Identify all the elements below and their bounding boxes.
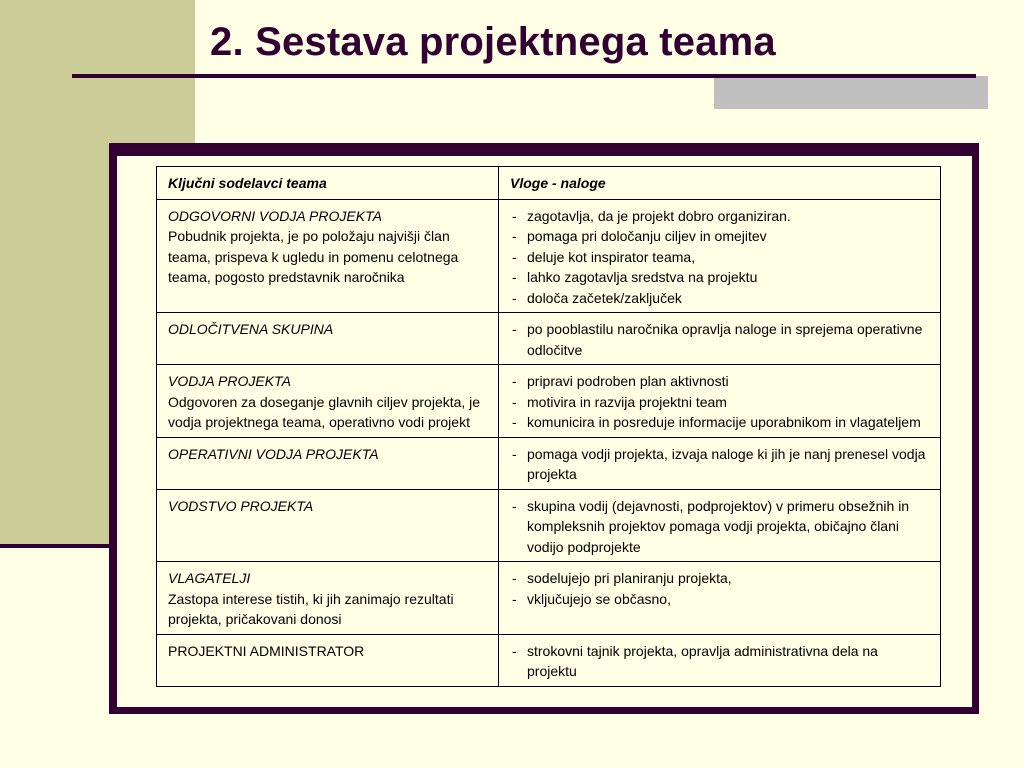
member-cell [157, 365, 499, 438]
table-body [157, 199, 941, 686]
slide-title: 2. Sestava projektnega teama [210, 20, 776, 64]
task-item: - skupina vodij (dejavnosti, podprojektov) v primeru obsežnih in kompleksnih projektov pomaga vodji projekta, običajno člani vodijo podprojekte [510, 496, 930, 558]
member-role-name: VODSTVO PROJEKTA [168, 497, 314, 514]
member-role-name: PROJEKTNI ADMINISTRATOR [168, 642, 365, 659]
member-cell [157, 634, 499, 686]
member-cell [157, 437, 499, 489]
task-list [510, 206, 930, 309]
task-item: - pomaga vodji projekta, izvaja naloge ki jih je nanj prenesel vodja projekta [510, 444, 930, 485]
task-list [510, 568, 930, 609]
member-cell [157, 199, 499, 313]
table-row [157, 562, 941, 635]
table-row [157, 489, 941, 562]
task-item: - pomaga pri določanju ciljev in omejitev [510, 226, 930, 247]
tasks-cell [499, 634, 941, 686]
member-cell [157, 313, 499, 365]
tasks-cell [499, 199, 941, 313]
member-role-name: VLAGATELJI [168, 570, 251, 586]
task-item: - lahko zagotavlja sredstva na projektu [510, 267, 930, 288]
task-item: - po pooblastilu naročnika opravlja naloge in sprejema operativne odločitve [510, 319, 930, 360]
table-row [157, 199, 941, 313]
task-item: - komunicira in posreduje informacije uporabnikom in vlagateljem [510, 412, 930, 433]
task-list [510, 444, 930, 485]
table-row [157, 313, 941, 365]
table-header-row [157, 167, 941, 200]
decorative-gray-bar [714, 76, 988, 109]
task-item: - pripravi podroben plan aktivnosti [510, 371, 930, 392]
member-role-name: VODJA PROJEKTA [168, 373, 291, 389]
task-item: - motivira in razvija projektni team [510, 392, 930, 413]
table-row [157, 634, 941, 686]
member-description: Pobudnik projekta, je po položaju najvišji član teama, prispeva k ugledu in pomenu celotnega teama, pogosto predstavnik naročnika [168, 228, 459, 285]
task-item: - zagotavlja, da je projekt dobro organiziran. [510, 206, 930, 227]
member-cell [157, 489, 499, 562]
tasks-cell [499, 562, 941, 635]
task-item: - deluje kot inspirator teama, [510, 247, 930, 268]
column-header-roles: Vloge - naloge [499, 167, 941, 200]
column-header-members: Ključni sodelavci teama [157, 167, 499, 200]
decorative-left-rule [0, 544, 112, 548]
table-row [157, 437, 941, 489]
task-list [510, 371, 930, 433]
table-row [157, 365, 941, 438]
member-description: Odgovoren za doseganje glavnih ciljev projekta, je vodja projektnega teama, operativno vodi projekt [168, 393, 481, 430]
title-underline [72, 74, 976, 78]
task-list [510, 319, 930, 360]
roles-table [156, 166, 941, 687]
task-item: - vključujejo se občasno, [510, 589, 930, 610]
task-list [510, 641, 930, 682]
task-item: - sodelujejo pri planiranju projekta, [510, 568, 930, 589]
task-item: - strokovni tajnik projekta, opravlja administrativna dela na projektu [510, 641, 930, 682]
task-item: - določa začetek/zaključek [510, 288, 930, 309]
task-list [510, 496, 930, 558]
tasks-cell [499, 313, 941, 365]
member-description: Zastopa interese tistih, ki jih zanimajo rezultati projekta, pričakovani donosi [168, 590, 454, 627]
member-role-name: ODGOVORNI VODJA PROJEKTA [168, 207, 382, 224]
member-role-name: OPERATIVNI VODJA PROJEKTA [168, 445, 379, 462]
tasks-cell [499, 489, 941, 562]
member-role-name: ODLOČITVENA SKUPINA [168, 321, 334, 337]
tasks-cell [499, 365, 941, 438]
member-cell [157, 562, 499, 635]
tasks-cell [499, 437, 941, 489]
